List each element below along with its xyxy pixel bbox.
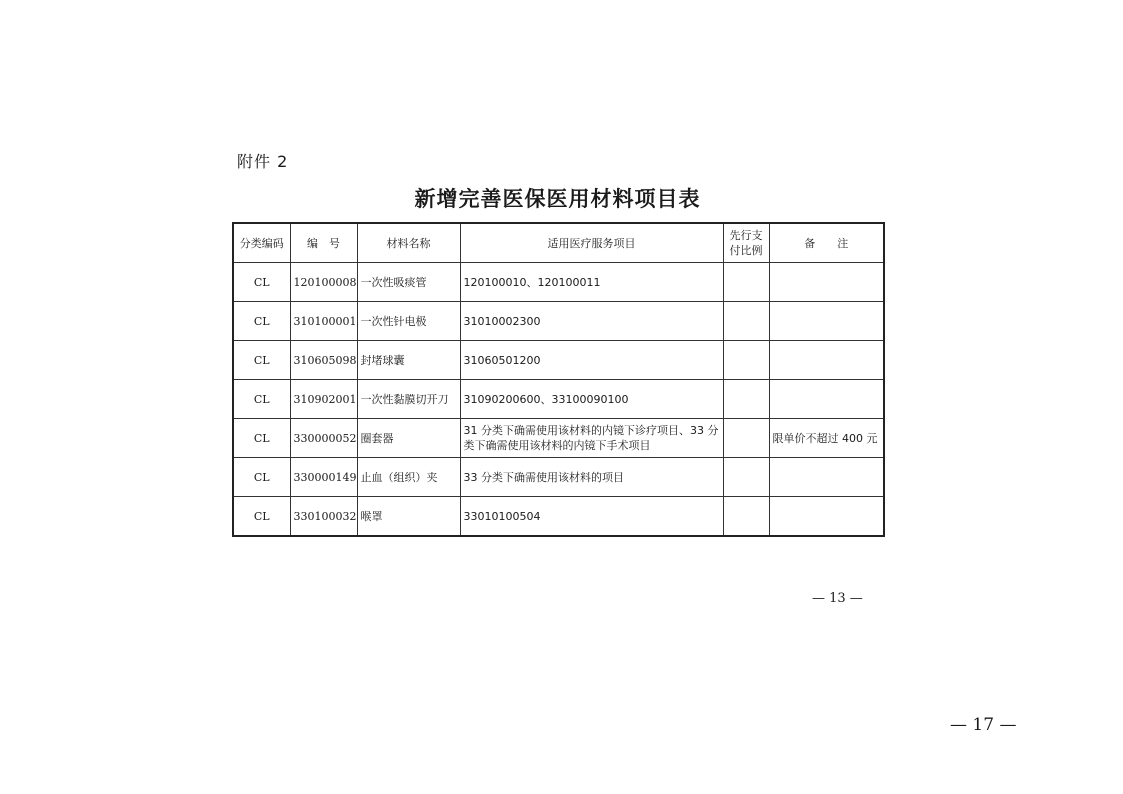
cell-number: 330000149: [290, 458, 357, 497]
table-row: [233, 419, 884, 458]
cell-prepay-ratio: [723, 302, 769, 341]
cell-service-items: 33010100504: [460, 497, 723, 537]
cell-class-code: CL: [233, 302, 290, 341]
cell-prepay-ratio: [723, 458, 769, 497]
cell-number: 330100032: [290, 497, 357, 537]
document-title: 新增完善医保医用材料项目表: [414, 187, 701, 211]
cell-class-code: CL: [233, 341, 290, 380]
cell-class-code: CL: [233, 263, 290, 302]
cell-remarks: [769, 263, 884, 302]
page-number-outer: — 17 —: [950, 715, 1017, 735]
header-prepay-ratio-line2: 付比例: [729, 244, 763, 257]
cell-remarks: [769, 458, 884, 497]
table-row: [233, 263, 884, 302]
cell-service-items: 33 分类下确需使用该材料的项目: [460, 458, 723, 497]
cell-remarks: 限单价不超过 400 元: [769, 419, 884, 458]
cell-service-items: 31090200600、33100090100: [460, 380, 723, 419]
cell-prepay-ratio: [723, 380, 769, 419]
cell-class-code: CL: [233, 458, 290, 497]
page-number-inner: — 13 —: [812, 591, 863, 606]
cell-number: 310605098: [290, 341, 357, 380]
cell-material-name: 封堵球囊: [357, 341, 460, 380]
table-row: [233, 458, 884, 497]
cell-remarks: [769, 302, 884, 341]
header-service-items: 适用医疗服务项目: [460, 223, 723, 263]
cell-service-items: 31 分类下确需使用该材料的内镜下诊疗项目、33 分类下确需使用该材料的内镜下手术项目: [460, 419, 723, 458]
table-row: [233, 497, 884, 537]
table-row: [233, 302, 884, 341]
header-number: 编 号: [290, 223, 357, 263]
header-material-name: 材料名称: [357, 223, 460, 263]
cell-service-items: 120100010、120100011: [460, 263, 723, 302]
cell-service-items: 31010002300: [460, 302, 723, 341]
table-row: [233, 341, 884, 380]
cell-material-name: 喉罩: [357, 497, 460, 537]
attachment-label: 附件 2: [237, 152, 289, 171]
cell-remarks: [769, 341, 884, 380]
cell-material-name: 一次性针电极: [357, 302, 460, 341]
cell-material-name: 一次性吸痰管: [357, 263, 460, 302]
cell-remarks: [769, 497, 884, 537]
cell-material-name: 圈套器: [357, 419, 460, 458]
table-header-row: [233, 223, 884, 263]
cell-prepay-ratio: [723, 341, 769, 380]
cell-number: 310100001: [290, 302, 357, 341]
cell-service-items: 31060501200: [460, 341, 723, 380]
cell-class-code: CL: [233, 497, 290, 537]
table-row: [233, 380, 884, 419]
cell-number: 120100008: [290, 263, 357, 302]
header-class-code: 分类编码: [233, 223, 290, 263]
header-prepay-ratio-line1: 先行支: [729, 229, 763, 242]
materials-table: [232, 222, 885, 537]
cell-prepay-ratio: [723, 263, 769, 302]
cell-remarks: [769, 380, 884, 419]
cell-prepay-ratio: [723, 497, 769, 537]
cell-material-name: 一次性黏膜切开刀: [357, 380, 460, 419]
header-remarks: 备 注: [769, 223, 884, 263]
cell-prepay-ratio: [723, 419, 769, 458]
cell-class-code: CL: [233, 380, 290, 419]
cell-number: 310902001: [290, 380, 357, 419]
header-prepay-ratio: [723, 223, 769, 263]
cell-material-name: 止血（组织）夹: [357, 458, 460, 497]
cell-class-code: CL: [233, 419, 290, 458]
cell-number: 330000052: [290, 419, 357, 458]
